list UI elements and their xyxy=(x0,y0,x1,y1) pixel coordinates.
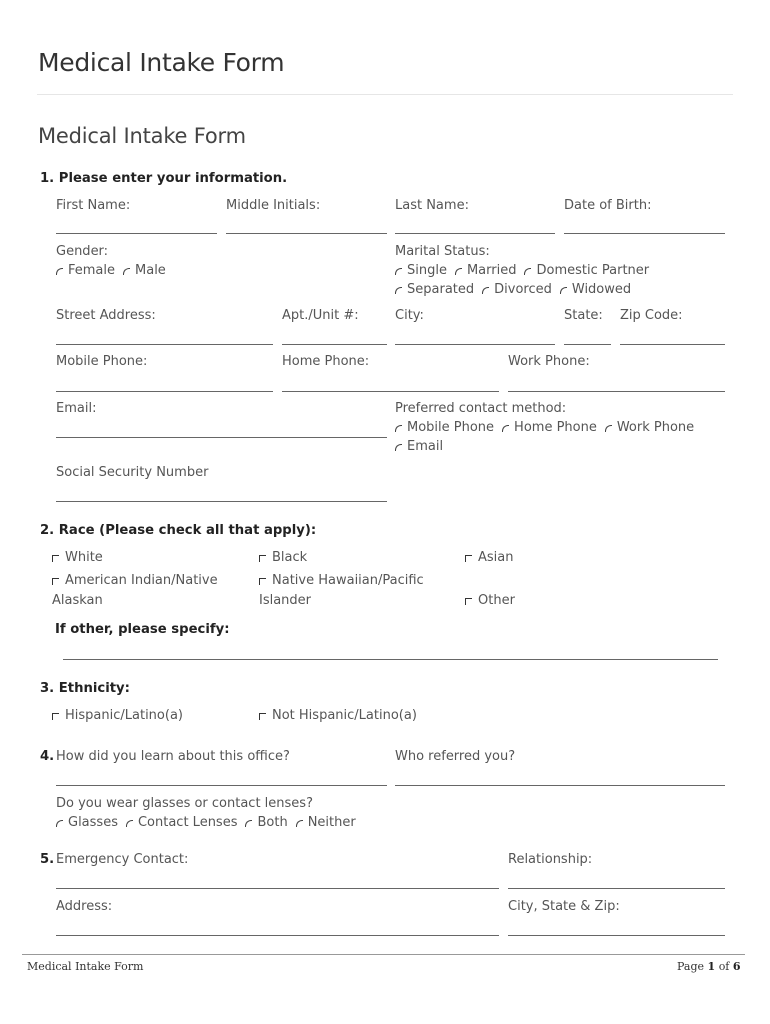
page-indicator: Page 1 of 6 xyxy=(677,960,741,973)
gender-options xyxy=(56,263,166,278)
gender-male-radio[interactable]: Male xyxy=(123,263,166,278)
race-native-hawaiian-checkbox[interactable]: Native Hawaiian/Pacific Islander xyxy=(259,573,424,608)
emergency-address-field[interactable] xyxy=(56,935,499,936)
relationship-label: Relationship: xyxy=(508,852,593,867)
city-field[interactable] xyxy=(395,344,555,345)
email-label: Email: xyxy=(56,401,97,416)
race-other-checkbox[interactable]: Other xyxy=(465,591,515,611)
race-american-indian-checkbox[interactable]: American Indian/Native Alaskan xyxy=(52,573,218,608)
address-label: Address: xyxy=(56,899,113,914)
hispanic-checkbox[interactable]: Hispanic/Latino(a) xyxy=(52,706,183,726)
radio-icon xyxy=(296,820,303,827)
other-specify-field[interactable] xyxy=(63,659,718,660)
contact-options-row-1 xyxy=(395,420,694,435)
section-1-heading: 1. Please enter your information. xyxy=(40,171,288,186)
emergency-city-state-zip-field[interactable] xyxy=(508,935,725,936)
city-label: City: xyxy=(395,308,424,323)
ssn-field[interactable] xyxy=(56,501,387,502)
radio-icon xyxy=(245,820,252,827)
checkbox-icon xyxy=(52,713,59,720)
state-field[interactable] xyxy=(564,344,611,345)
contact-email-radio[interactable]: Email xyxy=(395,439,443,454)
footer-title: Medical Intake Form xyxy=(27,960,144,973)
dob-label: Date of Birth: xyxy=(564,198,652,213)
glasses-radio[interactable]: Glasses xyxy=(56,815,118,830)
referred-by-field[interactable] xyxy=(395,785,725,786)
radio-icon xyxy=(395,268,402,275)
radio-icon xyxy=(524,268,531,275)
race-white-checkbox[interactable]: White xyxy=(52,548,103,568)
radio-icon xyxy=(395,287,402,294)
marital-married-radio[interactable]: Married xyxy=(455,263,517,278)
zip-code-label: Zip Code: xyxy=(620,308,683,323)
emergency-contact-field[interactable] xyxy=(56,888,499,889)
neither-radio[interactable]: Neither xyxy=(296,815,356,830)
last-name-label: Last Name: xyxy=(395,198,469,213)
gender-label: Gender: xyxy=(56,244,109,259)
home-phone-label: Home Phone: xyxy=(282,354,370,369)
page-title: Medical Intake Form xyxy=(38,48,285,77)
radio-icon xyxy=(56,820,63,827)
radio-icon xyxy=(395,444,402,451)
marital-divorced-radio[interactable]: Divorced xyxy=(482,282,552,297)
radio-icon xyxy=(126,820,133,827)
section-5-number: 5. xyxy=(40,852,55,867)
glasses-question-label: Do you wear glasses or contact lenses? xyxy=(56,796,313,811)
contact-lenses-radio[interactable]: Contact Lenses xyxy=(126,815,238,830)
header-divider xyxy=(37,94,733,95)
checkbox-icon xyxy=(52,555,59,562)
street-address-field[interactable] xyxy=(56,344,273,345)
middle-initials-label: Middle Initials: xyxy=(226,198,321,213)
checkbox-icon xyxy=(259,555,266,562)
referred-by-label: Who referred you? xyxy=(395,749,516,764)
first-name-label: First Name: xyxy=(56,198,131,213)
section-3-heading: 3. Ethnicity: xyxy=(40,681,130,696)
checkbox-icon xyxy=(465,598,472,605)
marital-options-row-1 xyxy=(395,263,649,278)
work-phone-field[interactable] xyxy=(508,391,725,392)
radio-icon xyxy=(605,425,612,432)
radio-icon xyxy=(482,287,489,294)
home-phone-field[interactable] xyxy=(282,391,499,392)
current-page: 1 xyxy=(707,960,716,973)
last-name-field[interactable] xyxy=(395,233,555,234)
ssn-label: Social Security Number xyxy=(56,465,209,480)
marital-status-label: Marital Status: xyxy=(395,244,490,259)
glasses-options xyxy=(56,815,356,830)
marital-domestic-partner-radio[interactable]: Domestic Partner xyxy=(524,263,649,278)
checkbox-icon xyxy=(259,578,266,585)
total-pages: 6 xyxy=(732,960,741,973)
learn-about-field[interactable] xyxy=(56,785,387,786)
contact-mobile-radio[interactable]: Mobile Phone xyxy=(395,420,494,435)
marital-options-row-2 xyxy=(395,282,631,297)
checkbox-icon xyxy=(465,555,472,562)
section-2-heading: 2. Race (Please check all that apply): xyxy=(40,523,317,538)
emergency-contact-label: Emergency Contact: xyxy=(56,852,189,867)
radio-icon xyxy=(395,425,402,432)
not-hispanic-checkbox[interactable]: Not Hispanic/Latino(a) xyxy=(259,706,417,726)
zip-code-field[interactable] xyxy=(620,344,725,345)
learn-about-label: How did you learn about this office? xyxy=(56,749,290,764)
radio-icon xyxy=(123,268,130,275)
apt-unit-label: Apt./Unit #: xyxy=(282,308,359,323)
form-title: Medical Intake Form xyxy=(38,124,246,148)
marital-separated-radio[interactable]: Separated xyxy=(395,282,474,297)
middle-initials-field[interactable] xyxy=(226,233,387,234)
contact-options-row-2 xyxy=(395,439,443,454)
contact-home-radio[interactable]: Home Phone xyxy=(502,420,597,435)
city-state-zip-label: City, State & Zip: xyxy=(508,899,620,914)
marital-widowed-radio[interactable]: Widowed xyxy=(560,282,631,297)
radio-icon xyxy=(560,287,567,294)
contact-method-label: Preferred contact method: xyxy=(395,401,567,416)
email-field[interactable] xyxy=(56,437,387,438)
other-specify-label: If other, please specify: xyxy=(55,622,230,637)
both-radio[interactable]: Both xyxy=(245,815,287,830)
work-phone-label: Work Phone: xyxy=(508,354,590,369)
footer-divider xyxy=(22,954,745,955)
apt-unit-field[interactable] xyxy=(282,344,387,345)
checkbox-icon xyxy=(52,578,59,585)
street-address-label: Street Address: xyxy=(56,308,156,323)
mobile-phone-label: Mobile Phone: xyxy=(56,354,148,369)
marital-single-radio[interactable]: Single xyxy=(395,263,447,278)
race-black-checkbox[interactable]: Black xyxy=(259,548,307,568)
state-label: State: xyxy=(564,308,603,323)
radio-icon xyxy=(455,268,462,275)
gender-female-radio[interactable]: Female xyxy=(56,263,115,278)
first-name-field[interactable] xyxy=(56,233,217,234)
contact-work-radio[interactable]: Work Phone xyxy=(605,420,694,435)
mobile-phone-field[interactable] xyxy=(56,391,273,392)
checkbox-icon xyxy=(259,713,266,720)
radio-icon xyxy=(56,268,63,275)
radio-icon xyxy=(502,425,509,432)
section-4-number: 4. xyxy=(40,749,55,764)
relationship-field[interactable] xyxy=(508,888,725,889)
race-asian-checkbox[interactable]: Asian xyxy=(465,548,513,568)
dob-field[interactable] xyxy=(564,233,725,234)
